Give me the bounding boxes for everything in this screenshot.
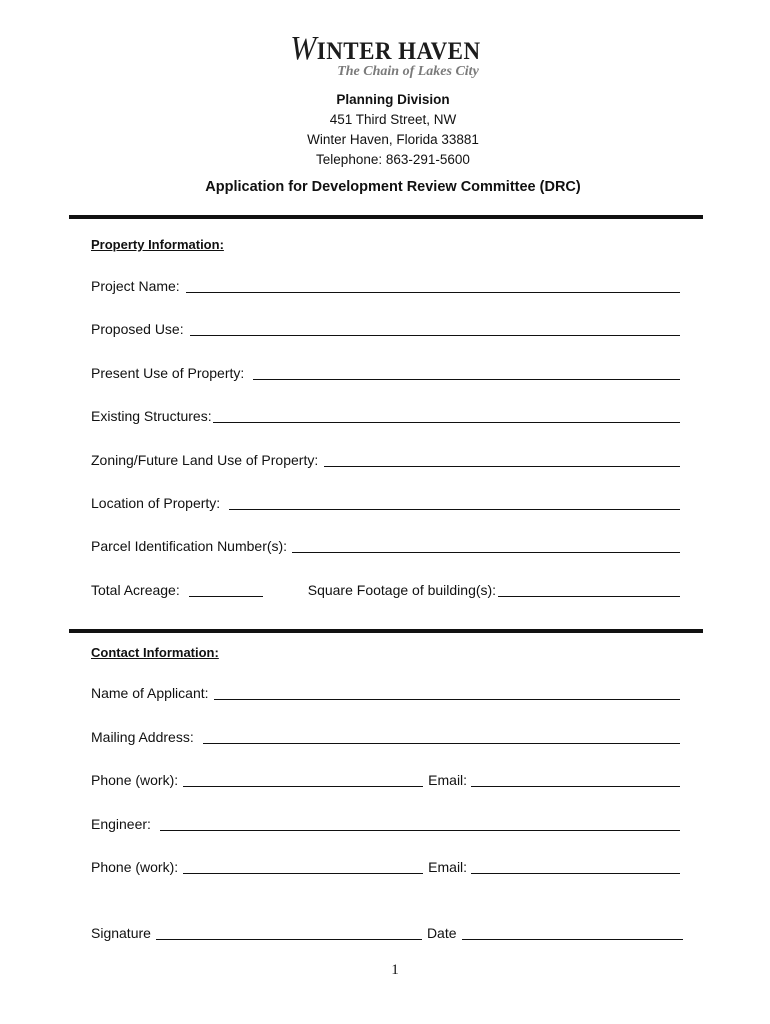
project-name-row <box>91 275 680 295</box>
engineer-email-label: Email: <box>428 859 468 875</box>
date-label: Date <box>426 925 457 941</box>
project-name-field[interactable] <box>186 278 680 293</box>
total-acreage-field[interactable] <box>189 582 263 597</box>
contact-section-heading: Contact Information: <box>91 645 219 660</box>
acreage-footage-row <box>91 579 680 599</box>
city-logo <box>0 30 770 80</box>
applicant-name-row <box>91 682 680 702</box>
phone-work-label: Phone (work): <box>91 772 179 788</box>
phone-email-row-1 <box>91 769 680 789</box>
signature-field[interactable] <box>156 925 422 940</box>
phone-email-row-2 <box>91 856 680 876</box>
total-acreage-label: Total Acreage: <box>91 582 180 598</box>
engineer-email-field[interactable] <box>471 859 680 874</box>
mailing-address-field[interactable] <box>203 729 680 744</box>
zoning-row <box>91 449 680 469</box>
engineer-row <box>91 813 680 833</box>
proposed-use-label: Proposed Use: <box>91 321 184 337</box>
engineer-phone-work-label: Phone (work): <box>91 859 179 875</box>
location-field[interactable] <box>229 495 680 510</box>
mailing-address-label: Mailing Address: <box>91 729 194 745</box>
proposed-use-row <box>91 318 680 338</box>
square-footage-field[interactable] <box>498 582 680 597</box>
parcel-id-row <box>91 535 680 555</box>
project-name-label: Project Name: <box>91 278 180 294</box>
existing-structures-row <box>91 405 680 425</box>
logo-text-rest: INTER HAVEN <box>316 38 481 65</box>
applicant-name-label: Name of Applicant: <box>91 685 209 701</box>
engineer-phone-work-field[interactable] <box>183 859 423 874</box>
zoning-label: Zoning/Future Land Use of Property: <box>91 452 319 468</box>
signature-label: Signature <box>91 925 151 941</box>
email-label: Email: <box>428 772 468 788</box>
applicant-name-field[interactable] <box>214 685 680 700</box>
property-section-heading: Property Information: <box>91 237 224 252</box>
location-label: Location of Property: <box>91 495 221 511</box>
section-divider <box>69 629 703 633</box>
parcel-id-field[interactable] <box>292 538 680 553</box>
engineer-field[interactable] <box>160 816 680 831</box>
logo-tagline: The Chain of Lakes City <box>337 64 479 79</box>
section-divider <box>69 215 703 219</box>
date-field[interactable] <box>462 925 683 940</box>
email-field[interactable] <box>471 772 680 787</box>
form-title: Application for Development Review Committee (DRC) <box>205 179 581 195</box>
signature-row <box>91 922 683 942</box>
present-use-row <box>91 362 680 382</box>
present-use-field[interactable] <box>253 365 680 380</box>
location-row <box>91 492 680 512</box>
square-footage-label: Square Footage of building(s): <box>307 582 497 598</box>
logo-wordmark: WINTER HAVEN <box>289 30 481 67</box>
address-line-1: 451 Third Street, NW <box>329 112 457 127</box>
phone-work-field[interactable] <box>183 772 423 787</box>
engineer-label: Engineer: <box>91 816 151 832</box>
proposed-use-field[interactable] <box>190 321 680 336</box>
address-line-2: Winter Haven, Florida 33881 <box>307 132 479 147</box>
telephone: Telephone: 863-291-5600 <box>316 152 470 167</box>
parcel-id-label: Parcel Identification Number(s): <box>91 538 288 554</box>
page-number: 1 <box>391 962 399 978</box>
present-use-label: Present Use of Property: <box>91 365 245 381</box>
existing-structures-label: Existing Structures: <box>91 408 212 424</box>
mailing-address-row <box>91 726 680 746</box>
existing-structures-field[interactable] <box>213 408 680 423</box>
division-name: Planning Division <box>336 92 450 107</box>
zoning-field[interactable] <box>324 452 680 467</box>
